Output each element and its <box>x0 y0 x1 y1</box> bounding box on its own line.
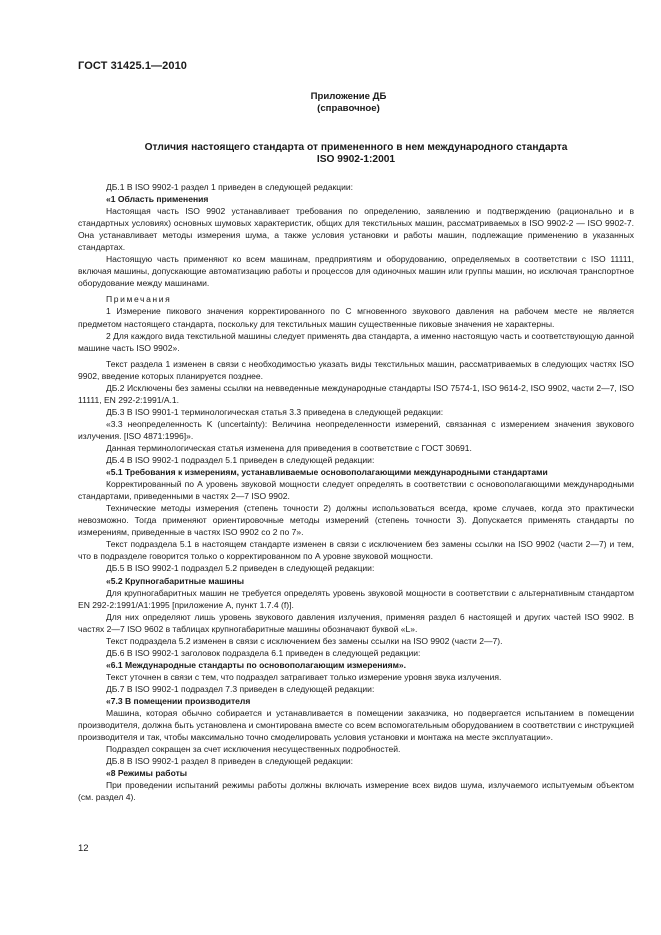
notes-heading: Примечания <box>106 294 172 305</box>
paragraph: ДБ.6 В ISO 9902-1 заголовок подраздела 6.1 приведен в следующей редакции: <box>106 647 421 658</box>
paragraph: ДБ.5 В ISO 9902-1 подраздел 5.2 приведен в следующей редакции: <box>106 563 375 574</box>
paragraph: ДБ.3 В ISO 9901-1 терминологическая статья 3.3 приведена в следующей редакции: <box>106 406 444 417</box>
appendix-label: Приложение ДБ <box>310 91 387 102</box>
paragraph: Текст подраздела 5.2 изменен в связи с исключением без замены ссылки на ISO 9902 (части 2—7). <box>106 635 503 646</box>
paragraph: Текст раздела 1 изменен в связи с необходимостью указать виды текстильных машин, рассматриваемых в следующих частях ISO 9902, введение которых планируется позднее. <box>78 358 634 381</box>
paragraph-heading: «5.1 Требования к измерениям, устанавливаемые основополагающими международными стандартами <box>106 467 548 478</box>
paragraph: ДБ.4 В ISO 9902-1 подраздел 5.1 приведен в следующей редакции: <box>106 455 375 466</box>
standard-header: ГОСТ 31425.1—2010 <box>78 60 188 72</box>
paragraph: ДБ.7 В ISO 9902-1 подраздел 7.3 приведен в следующей редакции: <box>106 683 375 694</box>
paragraph: При проведении испытаний режимы работы должны включать измерение всех видов шума, излучаемого испытуемым объектом (см. раздел 4). <box>78 780 634 803</box>
paragraph: Данная терминологическая статья изменена для приведения в соответствие с ГОСТ 30691. <box>106 442 472 453</box>
appendix-type: (справочное) <box>317 103 380 114</box>
paragraph: ДБ.1 В ISO 9902-1 раздел 1 приведен в следующей редакции: <box>106 182 354 192</box>
paragraph: Для них определяют лишь уровень звукового давления излучения, применяя раздел 6 настоящей и других частей ISO 9902. В частях 2—7 ISO 9602 в таблицах крупногабаритные машины обозначают буквой «L». <box>78 611 634 634</box>
paragraph: Машина, которая обычно собирается и устанавливается в помещении заказчика, но подвергается испытанием в помещении производителя, должна быть установлена и смонтирована вместе со всем вспомогательным оборудованием в соответствии с инструкцией производителя и так, чтобы максимально точно смоделировать условия установки и монтажа на месте эксплуатации». <box>78 708 634 743</box>
paragraph-heading: «5.2 Крупногабаритные машины <box>106 575 245 586</box>
paragraph: Настоящая часть ISO 9902 устанавливает требования по определению, заявлению и подтверждению (рационально и в стандартных условиях) основных шумовых характеристик, общих для текстильных машин, рассматриваемых в ISO 9902-2 — ISO 9902-7. Она устанавливает методы измерения шума, а также условия установки и работы машин, подлежащие применению в указанных стандартах. <box>78 206 634 253</box>
paragraph-heading: «6.1 Международные стандарты по основополагающим измерениям». <box>106 659 407 670</box>
note-1: 1 Измерение пикового значения корректированного по С мгновенного звукового давления на рабочем месте не является предметом настоящего стандарта, поскольку для текстильных машин существенные пиковые значения не характерны. <box>78 306 634 329</box>
paragraph: «3.3 неопределенность K (uncertainty): Величина неопределенности измерений, связанная с измерением значения звукового излучения. [ISO 4871:1996]». <box>78 418 634 441</box>
paragraph: Текст уточнен в связи с тем, что подраздел затрагивает только измерение уровня звука излучения. <box>106 671 502 682</box>
section-title <box>78 142 634 166</box>
paragraph: Подраздел сокращен за счет исключения несущественных подробностей. <box>106 744 401 755</box>
appendix-heading <box>0 91 661 115</box>
note-2: 2 Для каждого вида текстильной машины следует применять два стандарта, а именно настоящую часть и соответствующую данной машине часть ISO 9902». <box>78 330 634 353</box>
paragraph: Для крупногабаритных машин не требуется определять уровень звуковой мощности в соответствии с альтернативным стандартом EN 292-2:1991/A1:1995 [приложение А, пункт 1.7.4 (f)]. <box>78 587 634 610</box>
document-body <box>78 181 634 803</box>
paragraph-heading: «7.3 В помещении производителя <box>106 695 251 706</box>
paragraph: ДБ.8 В ISO 9902-1 раздел 8 приведен в следующей редакции: <box>106 756 354 767</box>
page-number: 12 <box>78 843 89 854</box>
paragraph: Текст подраздела 5.1 в настоящем стандарте изменен в связи с исключением без замены ссылки на ISO 9902 (части 2—7) и тем, что в подразделе говорится только о корректированном по А уровне звуковой мощности. <box>78 539 634 562</box>
paragraph-heading: «1 Область применения <box>106 194 209 205</box>
paragraph: Настоящую часть применяют ко всем машинам, предприятиям и оборудованию, определяемых в соответствии с ISO 11111, включая машины, допускающие автоматизацию работы и процессов для одиночных машин или группы машин, но исключая транспортное оборудование между машинами. <box>78 254 634 289</box>
paragraph: Корректированный по А уровень звуковой мощности следует определять в соответствии с основополагающими международными стандартами, приведенными в частях 2—7 ISO 9902. <box>78 479 634 502</box>
paragraph-heading: «8 Режимы работы <box>106 768 188 779</box>
title-line-1: Отличия настоящего стандарта от примененного в нем международного стандарта <box>144 142 568 153</box>
paragraph: Технические методы измерения (степень точности 2) должны использоваться всегда, кроме случаев, когда это практически невозможно. Тогда применяют ориентировочные методы измерений (степень точности 3). Допускается применять стандарты по измерениям, приведенные в частях ISO 9902 со 2 по 7». <box>78 503 634 538</box>
paragraph: ДБ.2 Исключены без замены ссылки на невведенные международные стандарты ISO 7574-1, ISO 9614-2, ISO 9902, части 2—7, ISO 11111, EN 292-2:1991/A.1. <box>78 382 634 405</box>
title-line-2: ISO 9902-1:2001 <box>316 154 396 165</box>
